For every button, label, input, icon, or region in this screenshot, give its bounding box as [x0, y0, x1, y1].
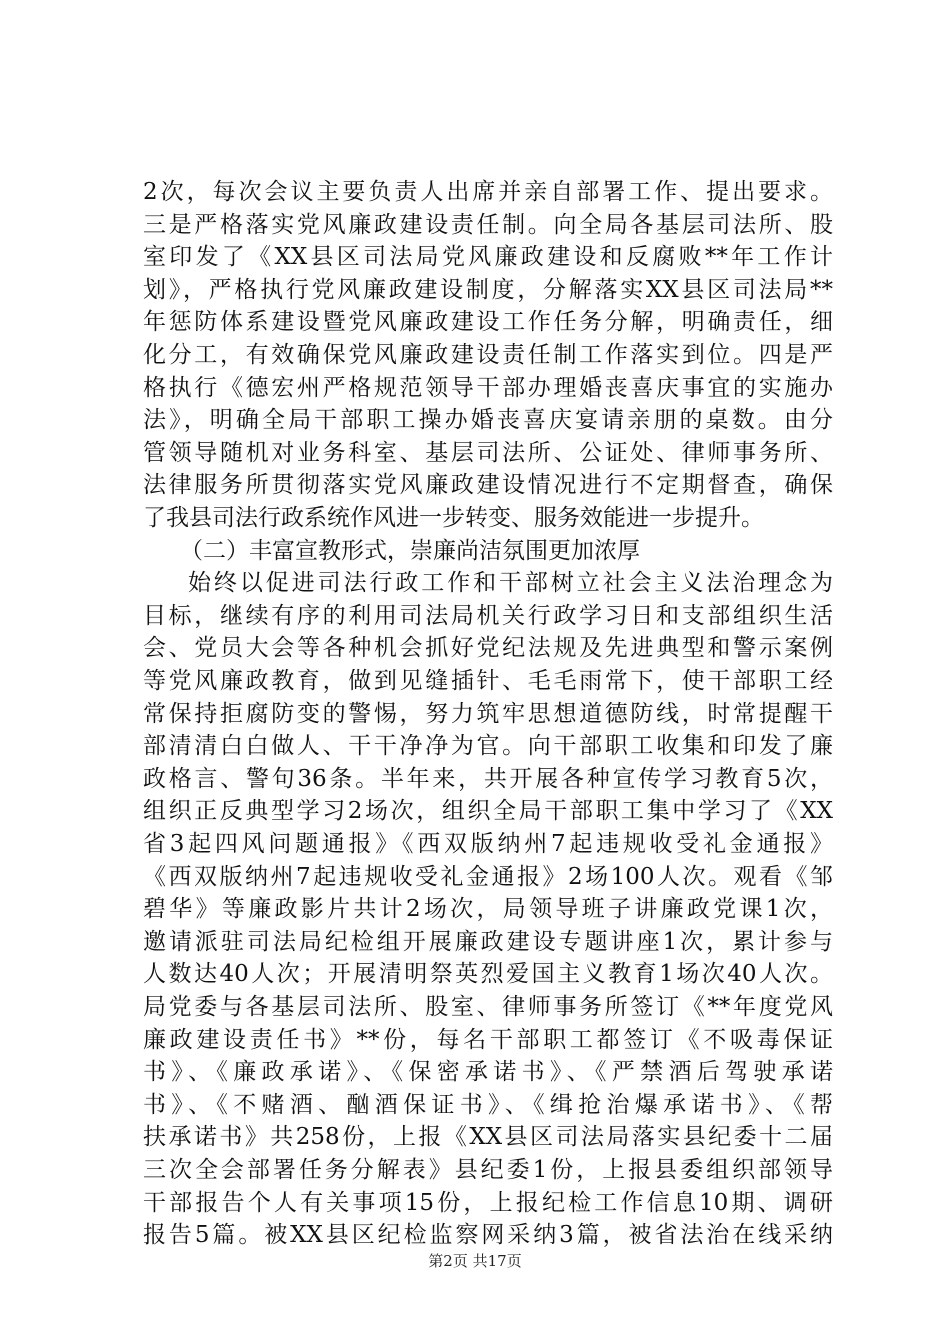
body-text-line: 了我县司法行政系统作风进一步转变、服务效能进一步提升。 — [143, 505, 764, 531]
body-text-line: 《西双版纳州7起违规收受礼金通报》2场100人次。观看《邹 — [143, 863, 833, 890]
body-text-line: 三是严格落实党风廉政建设责任制。向全局各基层司法所、股 — [143, 211, 833, 238]
body-text-line: 2次，每次会议主要负责人出席并亲自部署工作、提出要求。 — [143, 179, 833, 205]
body-text-line: 人数达40人次；开展清明祭英烈爱国主义教育1场次40人次。 — [143, 961, 833, 988]
body-text-line: 部清清白白做人、干干净净为官。向干部职工收集和印发了廉 — [143, 733, 833, 760]
body-text-line: 法律服务所贯彻落实党风廉政建设情况进行不定期督查，确保 — [143, 472, 833, 499]
body-text-line: 政格言、警句36条。半年来，共开展各种宣传学习教育5次， — [143, 765, 833, 792]
body-text-line: 法》，明确全局干部职工操办婚丧喜庆宴请亲朋的桌数。由分 — [143, 407, 833, 434]
body-text-line: 始终以促进司法行政工作和干部树立社会主义法治理念为 — [188, 570, 833, 597]
body-text-line: 扶承诺书》共258份，上报《XX县区司法局落实县纪委十二届 — [143, 1124, 833, 1151]
body-text-line: 会、党员大会等各种机会抓好党纪法规及先进典型和警示案例 — [143, 635, 833, 662]
body-text-line: 省3起四风问题通报》《西双版纳州7起违规收受礼金通报》 — [143, 831, 833, 857]
body-text-line: 室印发了《XX县区司法局党风廉政建设和反腐败**年工作计 — [143, 244, 833, 271]
body-text-line: 局党委与各基层司法所、股室、律师事务所签订《**年度党风 — [143, 994, 833, 1020]
body-text-line: 管领导随机对业务科室、基层司法所、公证处、律师事务所、 — [143, 439, 833, 466]
body-text-line: 划》，严格执行党风廉政建设制度，分解落实XX县区司法局** — [143, 276, 833, 303]
body-text-line: 格执行《德宏州严格规范领导干部办理婚丧喜庆事宜的实施办 — [143, 374, 833, 401]
body-text-line: 目标，继续有序的利用司法局机关行政学习日和支部组织生活 — [143, 602, 833, 629]
body-text-line: 组织正反典型学习2场次，组织全局干部职工集中学习了《XX — [143, 798, 833, 825]
section-heading: （二）丰富宣教形式，崇廉尚洁氛围更加浓厚 — [180, 537, 640, 564]
page-footer: 第2页 共17页 — [428, 1252, 522, 1270]
body-text-line: 化分工，有效确保党风廉政建设责任制工作落实到位。四是严 — [143, 342, 833, 368]
body-text-line: 常保持拒腐防变的警惕，努力筑牢思想道德防线，时常提醒干 — [143, 700, 833, 727]
body-text-line: 三次全会部署任务分解表》县纪委1份，上报县委组织部领导 — [143, 1157, 833, 1183]
body-text-line: 报告5篇。被XX县区纪检监察网采纳3篇，被省法治在线采纳 — [143, 1222, 833, 1249]
body-text-line: 等党风廉政教育，做到见缝插针、毛毛雨常下，使干部职工经 — [143, 668, 833, 694]
body-text-line: 廉政建设责任书》**份，每名干部职工都签订《不吸毒保证 — [143, 1026, 833, 1053]
body-text-line: 干部报告个人有关事项15份，上报纪检工作信息10期、调研 — [143, 1189, 833, 1216]
body-text-line: 书》、《廉政承诺》、《保密承诺书》、《严禁酒后驾驶承诺 — [143, 1059, 833, 1086]
body-text-line: 邀请派驻司法局纪检组开展廉政建设专题讲座1次，累计参与 — [143, 928, 833, 955]
body-text-line: 碧华》等廉政影片共计2场次，局领导班子讲廉政党课1次， — [143, 896, 833, 923]
body-text-line: 年惩防体系建设暨党风廉政建设工作任务分解，明确责任，细 — [143, 309, 833, 336]
body-text-line: 书》、《不赌酒、酗酒保证书》、《缉抢治爆承诺书》、《帮 — [143, 1091, 833, 1118]
